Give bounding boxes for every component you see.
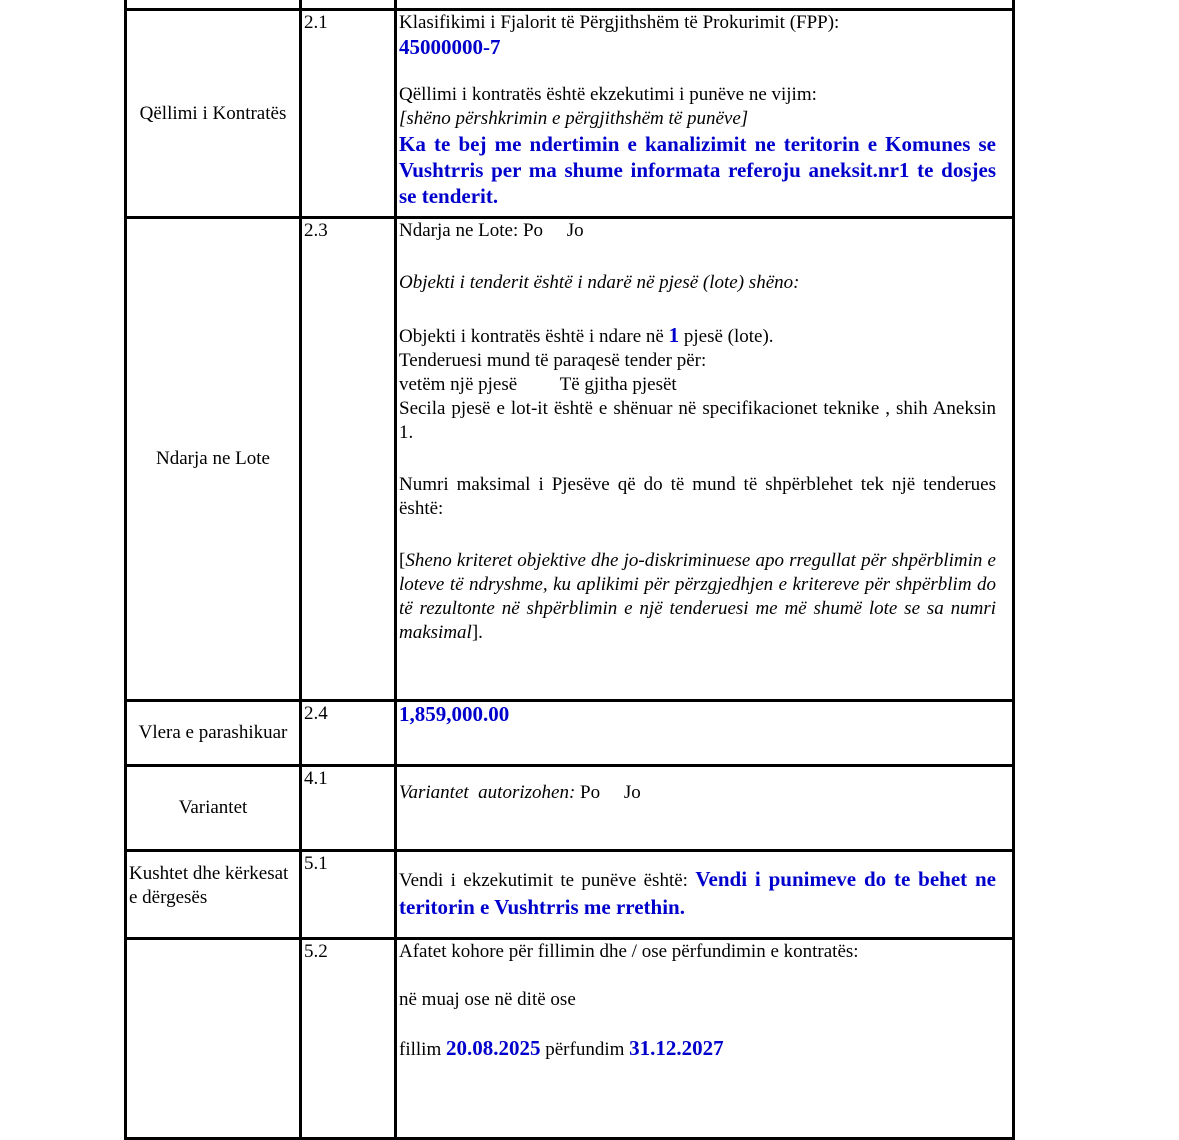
cpv-label: Klasifikimi i Fjalorit të Përgjithshëm të Prokurimit (FPP): xyxy=(399,12,840,33)
row-content xyxy=(396,851,1014,939)
row-number: 5.1 xyxy=(301,851,396,939)
object-divided-note: Objekti i tenderit është i ndarë në pjesë (lote) shëno: xyxy=(399,272,800,293)
cpv-code: 45000000-7 xyxy=(399,35,501,59)
table-row-5-1 xyxy=(126,851,1014,939)
estimated-value: 1,859,000.00 xyxy=(399,702,510,726)
row-content xyxy=(396,701,1014,766)
row-content xyxy=(396,939,1014,1139)
table-row-2-4 xyxy=(126,701,1014,766)
row-label-empty xyxy=(126,939,301,1139)
start-date: 20.08.2025 xyxy=(445,1036,541,1060)
location-line: Vendi i ekzekutimit te punëve është: Vendi i punimeve do te behet ne teritorin e Vushtrris me rrethin. xyxy=(399,867,996,919)
dates-line: fillim 20.08.2025 përfundim 31.12.2027 xyxy=(399,1036,724,1060)
table-row-4-1 xyxy=(126,766,1014,851)
row-label-variants: Variantet xyxy=(126,766,301,851)
deadlines-text: Afatet kohore për fillimin dhe / ose përfundimin e kontratës: xyxy=(399,941,859,962)
row-number: 2.3 xyxy=(301,218,396,701)
duration-text: në muaj ose në ditë ose xyxy=(399,989,576,1010)
table-row-previous xyxy=(126,0,1014,10)
bid-for-text: Tenderuesi mund të paraqesë tender për: xyxy=(399,350,707,371)
tender-dossier-table xyxy=(124,0,1015,1140)
row-number: 5.2 xyxy=(301,939,396,1139)
row-content xyxy=(396,766,1014,851)
lots-count: 1 xyxy=(668,323,680,347)
location-value: Vendi i punimeve do te behet ne teritorin e Vushtrris me rrethin. xyxy=(399,867,996,919)
row-content xyxy=(396,10,1014,218)
table-row-5-2 xyxy=(126,939,1014,1139)
end-date: 31.12.2027 xyxy=(629,1036,724,1060)
row-label-contract-purpose: Qëllimi i Kontratës xyxy=(126,10,301,218)
lot-spec-text: Secila pjesë e lot-it është e shënuar në specifikacionet teknike , shih Aneksin 1. xyxy=(399,398,996,443)
bid-options: vetëm një pjesë Të gjitha pjesët xyxy=(399,374,677,395)
max-lots-text: Numri maksimal i Pjesëve që do të mund të shpërblehet tek një tenderues është: xyxy=(399,474,996,519)
row-content xyxy=(396,218,1014,701)
variants-line: Variantet autorizohen: Po Jo xyxy=(399,782,641,803)
row-number: 2.4 xyxy=(301,701,396,766)
table-row-2-1 xyxy=(126,10,1014,218)
lot-criteria-text: [Sheno kriteret objektive dhe jo-diskriminuese apo rregullat për shpërblimin e loteve të ndryshme, ku aplikimi për përzgjedhjen e kritereve për shpërblim do të rezultonte në shpërblimin e një tenderuesi me më shumë lote se sa numri maksimal]. xyxy=(399,550,996,643)
row-label-estimated-value: Vlera e parashikuar xyxy=(126,701,301,766)
row-label-lots: Ndarja ne Lote xyxy=(126,218,301,701)
table-row-2-3 xyxy=(126,218,1014,701)
lots-count-line: Objekti i kontratës është i ndare në 1 pjesë (lote). xyxy=(399,323,774,347)
row-number: 2.1 xyxy=(301,10,396,218)
lots-question: Ndarja ne Lote: Po Jo xyxy=(399,220,584,241)
purpose-hint: [shëno përshkrimin e përgjithshëm të punëve] xyxy=(399,108,749,129)
row-label-delivery-conditions: Kushtet dhe kërkesat e dërgesës xyxy=(126,851,301,939)
purpose-intro: Qëllimi i kontratës është ekzekutimi i punëve ne vijim: xyxy=(399,84,817,105)
purpose-text: Ka te bej me ndertimin e kanalizimit ne teritorin e Komunes se Vushtrris per ma shume informata referoju aneksit.nr1 te dosjes se tenderit. xyxy=(399,132,996,208)
row-number: 4.1 xyxy=(301,766,396,851)
